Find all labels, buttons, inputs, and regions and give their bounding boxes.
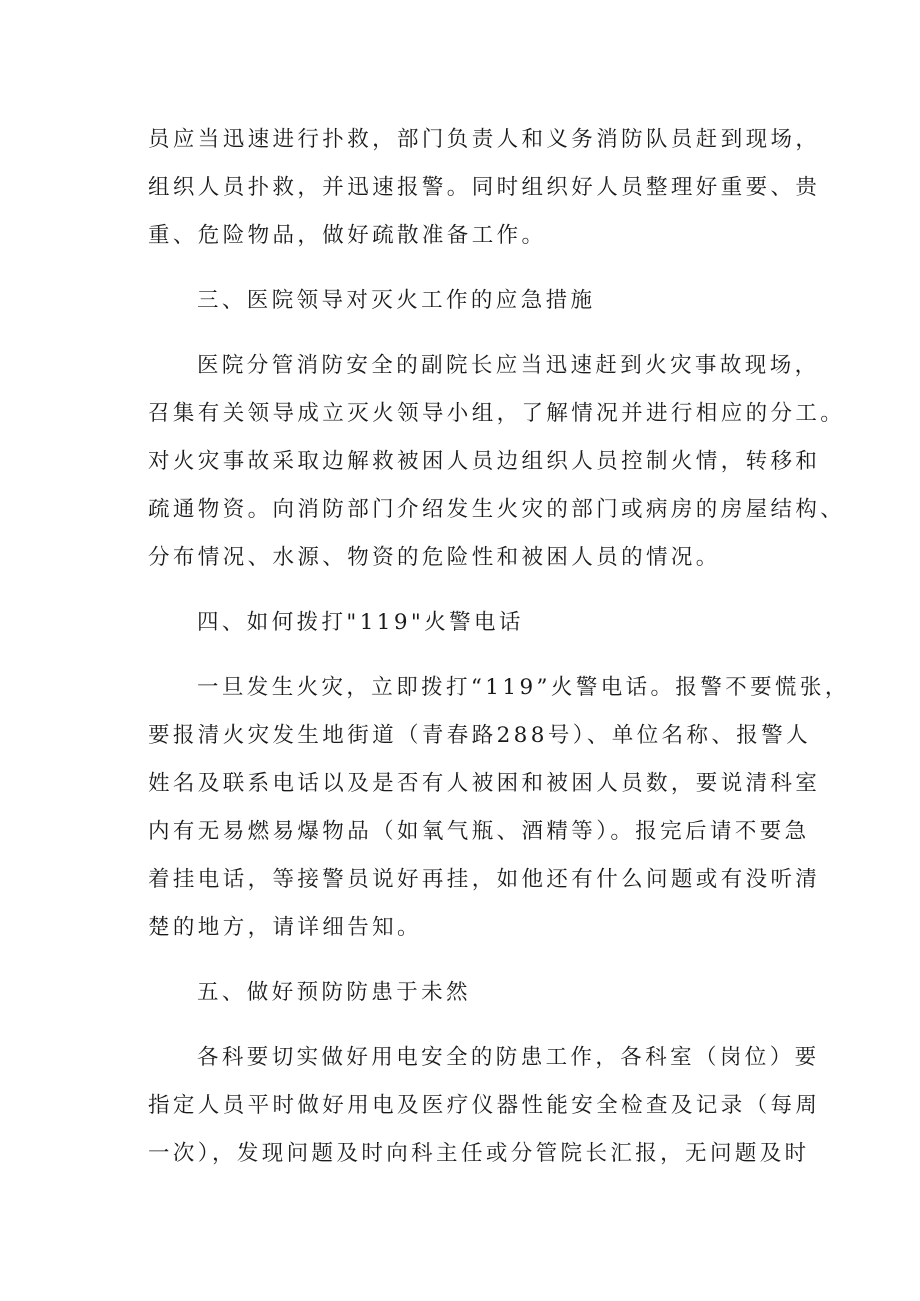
paragraph-4-line-1: 各科要切实做好用电安全的防患工作，各科室（岗位）要 — [197, 1045, 820, 1070]
paragraph-3-line-4: 内有无易燃易爆物品（如氧气瓶、酒精等）。报完后请不要急 — [148, 819, 810, 844]
heading-section-4: 四、如何拨打"119"火警电话 — [197, 610, 524, 635]
paragraph-2-line-5: 分布情况、水源、物资的危险性和被困人员的情况。 — [148, 545, 721, 570]
paragraph-1-line-2: 组织人员扑救，并迅速报警。同时组织好人员整理好重要、贵 — [148, 175, 821, 200]
paragraph-1-line-3: 重、危险物品，做好疏散准备工作。 — [148, 223, 547, 248]
paragraph-3-line-2: 要报清火灾发生地街道（青春路288号）、单位名称、报警人 — [148, 723, 811, 748]
paragraph-2-line-1: 医院分管消防安全的副院长应当迅速赶到火灾事故现场， — [197, 353, 820, 378]
paragraph-4-line-3: 一次），发现问题及时向科主任或分管院长汇报，无问题及时 — [148, 1141, 810, 1166]
paragraph-4-line-2: 指定人员平时做好用电及医疗仪器性能安全检查及记录（每周 — [148, 1093, 821, 1118]
paragraph-3-line-6: 楚的地方，请详细告知。 — [148, 915, 422, 940]
paragraph-2-line-3: 对火灾事故采取边解救被困人员边组织人员控制火情，转移和 — [148, 449, 821, 474]
paragraph-2-line-2: 召集有关领导成立灭火领导小组，了解情况并进行相应的分工。 — [148, 401, 846, 426]
paragraph-2-line-4: 疏通物资。向消防部门介绍发生火灾的部门或病房的房屋结构、 — [148, 497, 846, 522]
paragraph-3-line-3: 姓名及联系电话以及是否有人被困和被困人员数，要说清科室 — [148, 771, 821, 796]
heading-section-5: 五、做好预防防患于未然 — [197, 980, 471, 1005]
paragraph-3-line-1: 一旦发生火灾，立即拨打“119”火警电话。报警不要慌张， — [197, 675, 850, 700]
heading-section-3: 三、医院领导对灭火工作的应急措施 — [197, 288, 596, 313]
paragraph-1-line-1: 员应当迅速进行扑救，部门负责人和义务消防队员赶到现场， — [148, 127, 821, 152]
paragraph-3-line-5: 着挂电话，等接警员说好再挂，如他还有什么问题或有没听清 — [148, 867, 821, 892]
